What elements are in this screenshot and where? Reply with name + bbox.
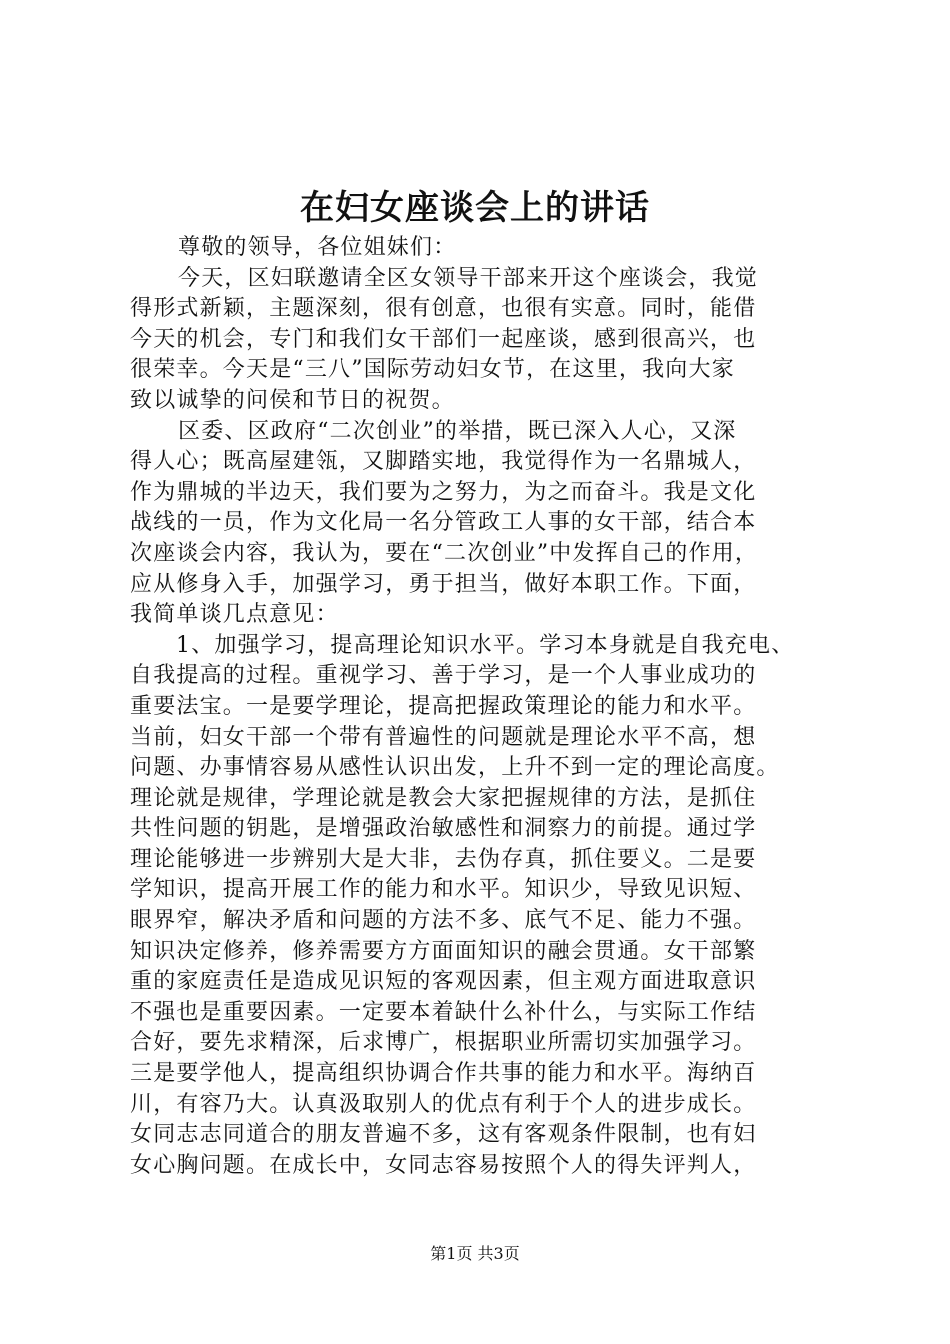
paragraph-line: 重的家庭责任是造成见识短的客观因素，但主观方面进取意识 [130, 969, 757, 995]
paragraph-line: 女心胸问题。在成长中，女同志容易按照个人的得失评判人， [130, 1152, 757, 1178]
paragraph-line: 理论能够进一步辨别大是大非，去伪存真，抓住要义。二是要 [130, 846, 757, 872]
paragraph-line: 知识决定修养，修养需要方方面面知识的融会贯通。女干部繁 [130, 938, 757, 964]
paragraph-line: 1、加强学习，提高理论知识水平。学习本身就是自我充电、 [176, 632, 795, 658]
paragraph-line: 女同志志同道合的朋友普遍不多，这有客观条件限制，也有妇 [130, 1122, 757, 1148]
paragraph-line: 自我提高的过程。重视学习、善于学习，是一个人事业成功的 [130, 663, 757, 689]
paragraph-line: 很荣幸。今天是“三八”国际劳动妇女节，在这里，我向大家 [130, 357, 735, 383]
paragraph-line: 三是要学他人，提高组织协调合作共事的能力和水平。海纳百 [130, 1061, 757, 1087]
paragraph-line: 致以诚挚的问侯和节日的祝贺。 [130, 387, 455, 413]
paragraph-line: 次座谈会内容，我认为，要在“二次创业”中发挥自己的作用， [130, 540, 759, 566]
paragraph-line: 今天的机会，专门和我们女干部们一起座谈，感到很高兴，也 [130, 326, 757, 352]
document-title: 在妇女座谈会上的讲话 [300, 188, 650, 228]
paragraph-line: 当前，妇女干部一个带有普遍性的问题就是理论水平不高，想 [130, 724, 757, 750]
paragraph-line: 问题、办事情容易从感性认识出发，上升不到一定的理论高度。 [130, 755, 780, 781]
salutation-line: 尊敬的领导，各位姐妹们： [178, 235, 457, 260]
paragraph-line: 我简单谈几点意见： [130, 602, 339, 628]
paragraph-line: 川，有容乃大。认真汲取别人的优点有利于个人的进步成长。 [130, 1091, 757, 1117]
paragraph-line: 战线的一员，作为文化局一名分管政工人事的女干部，结合本 [130, 510, 757, 536]
paragraph-line: 作为鼎城的半边天，我们要为之努力，为之而奋斗。我是文化 [130, 479, 757, 505]
paragraph-line: 共性问题的钥匙，是增强政治敏感性和洞察力的前提。通过学 [130, 816, 757, 842]
paragraph-line: 不强也是重要因素。一定要本着缺什么补什么，与实际工作结 [130, 999, 757, 1025]
paragraph-line: 应从修身入手，加强学习，勇于担当，做好本职工作。下面， [130, 571, 757, 597]
paragraph-line: 学知识，提高开展工作的能力和水平。知识少，导致见识短、 [130, 877, 757, 903]
paragraph-line: 理论就是规律，学理论就是教会大家把握规律的方法，是抓住 [130, 785, 757, 811]
paragraph-line: 得形式新颖，主题深刻，很有创意，也很有实意。同时，能借 [130, 296, 757, 322]
paragraph-line: 合好，要先求精深，后求博广，根据职业所需切实加强学习。 [130, 1030, 757, 1056]
paragraph-line: 区委、区政府“二次创业”的举措，既已深入人心，又深 [178, 418, 737, 444]
paragraph-line: 重要法宝。一是要学理论，提高把握政策理论的能力和水平。 [130, 693, 757, 719]
paragraph-line: 得人心；既高屋建瓴，又脚踏实地，我觉得作为一名鼎城人， [130, 449, 757, 475]
paragraph-line: 今天，区妇联邀请全区女领导干部来开这个座谈会，我觉 [178, 265, 759, 291]
paragraph-line: 眼界窄，解决矛盾和问题的方法不多、底气不足、能力不强。 [130, 908, 757, 934]
page-number-footer: 第1页 共3页 [430, 1244, 520, 1263]
document-body [130, 233, 830, 1181]
